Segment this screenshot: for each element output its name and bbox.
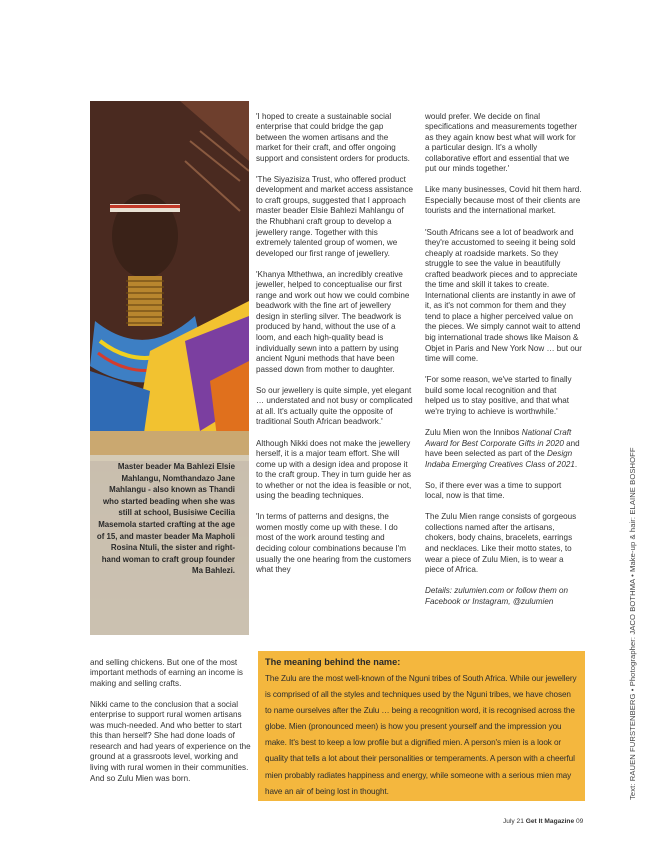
paragraph: 'In terms of patterns and designs, the women mostly come up with these. I do most of the work around testing and deciding colour combinations because I'm usually the one hearing from the customers what they <box>256 512 412 575</box>
paragraph: and selling chickens. But one of the most important methods of earning an income is making and selling crafts. <box>90 657 243 688</box>
caption-box <box>90 455 249 635</box>
paragraph: The Zulu Mien range consists of gorgeous collections named after the artisans, chokers, body chains, bracelets, earrings and necklaces. Like their motto states, to wear a piece of Zulu Mien, is to wear a piece of Africa. <box>425 512 577 575</box>
page-number: 09 <box>575 818 584 825</box>
paragraph: So our jewellery is quite simple, yet elegant … understated and not busy or complicated at all. It's actually quite the opposite of traditional South African beadwork.' <box>256 385 413 427</box>
name-meaning-box <box>258 651 585 801</box>
paragraph: So, if there ever was a time to support local, now is that time. <box>425 480 562 501</box>
paragraph: would prefer. We decide on final specifications and measurements together as they again know best what will work for a particular design. It's a wholly collaborative effort and essential that we put our minds together.' <box>425 111 578 174</box>
page-folio <box>503 818 583 825</box>
paragraph: Like many businesses, Covid hit them hard. Especially because most of their clients are tourists and the international market. <box>425 185 582 216</box>
paragraph: 'The Siyazisiza Trust, who offered product development and market access assistance to craft groups, suggested that I approach master beader Elsie Bahlezi Mahlangu of the Rhubhani craft group to develop a jewellery range. Together with this extremely talented group of women, we developed our first range of jewellery. <box>256 174 414 258</box>
paragraph: Nikki came to the conclusion that a social enterprise to support rural women artisans was much-needed. And who better to start this than herself? She had done loads of research and had years of experience on the ground at a grassroots level, working and living with rural women in their communities. And so Zulu Mien was born. <box>90 699 251 783</box>
paragraph: 'For some reason, we've started to finally build some local recognition and that helped us to stay positive, and that what we're trying to achieve is worthwhile.' <box>425 375 572 416</box>
photo-caption: Master beader Ma Bahlezi Elsie Mahlangu, Nomthandazo Jane Mahlangu - also known as Thandi who started beading when she was still at school, Busisiwe Cecilia Masemola started crafting at the age of 15, and master beader Ma Mapholi Rosina Ntuli, the sister and right-hand woman to craft group founder Ma Bahlezi. <box>96 462 235 576</box>
paragraph: 'South Africans see a lot of beadwork and they're accustomed to seeing it being sold cheaply at roadside markets. So they struggle to see the value in beautifully crafted beadwork pieces and to appreciate the time and skill it takes to create. International clients are instantly in awe of it, as it's not common for them and they tend to place a higher perceived value on the pieces. We simply cannot wait to attend big international trade shows like Maison & Objet in Paris and New York Now … but our time will come. <box>425 227 583 364</box>
article-column-1 <box>256 101 414 586</box>
photo-credit: Text: RAUEN FURSTENBERG • Photographer: JACO BOTHMA • Make-up & hair: ELAINE BOSHOFF <box>628 447 637 800</box>
box-text: The Zulu are the most well-known of the Nguni tribes of South Africa. While our jewellery is comprised of all the styles and techniques used by the Nguni tribes, we have chosen to name ourselves after the Zulu … being a recognition word, it is recognised across the globe. Mien (pronounced meen) is how you present yourself and the impression you make. It's best to keep a low profile but a dignified mien. A person's mien is a look or quality that tells a lot about their personalities or temperaments. A person with a cheerful mien probably radiates happiness and energy, while someone with a serious mien may have an air of being lost in thought. <box>265 674 577 796</box>
article-column-2 <box>425 101 582 618</box>
award-paragraph: Zulu Mien won the Innibos National Craft Award for Best Corporate Gifts in 2020 and have been selected as part of the Design Indaba Emerging Creatives Class of 2021. <box>425 427 580 469</box>
details-line: Details: zulumien.com or follow them on Facebook or Instagram, @zulumien <box>425 586 569 606</box>
issue-date: July 21 <box>503 818 524 825</box>
paragraph: Although Nikki does not make the jewellery herself, it is a major team effort. She will come up with a design idea and propose it to the craft group. They in turn guide her as to whether or not the idea is feasible or not, using the beading techniques. <box>256 438 412 501</box>
article-column-3 <box>90 647 252 795</box>
paragraph: 'I hoped to create a sustainable social enterprise that could bridge the gap between the women artisans and the market for their craft, and offer ongoing support and consistent orders for products. <box>256 111 410 163</box>
box-title: The meaning behind the name: <box>265 657 401 667</box>
portrait-photo <box>90 101 249 635</box>
paragraph: 'Khanya Mthethwa, an incredibly creative jeweller, helped to conceptualise our first range and work out how we could combine beadwork with the fine art of jewellery design in sterling silver. The beadwork is produced by hand, without the use of a loom, and each high-quality bead is individually sewn into a pattern by using ancient Nguni methods that have been passed down from mother to daughter. <box>256 269 410 374</box>
magazine-name: Get It Magazine <box>525 818 575 825</box>
